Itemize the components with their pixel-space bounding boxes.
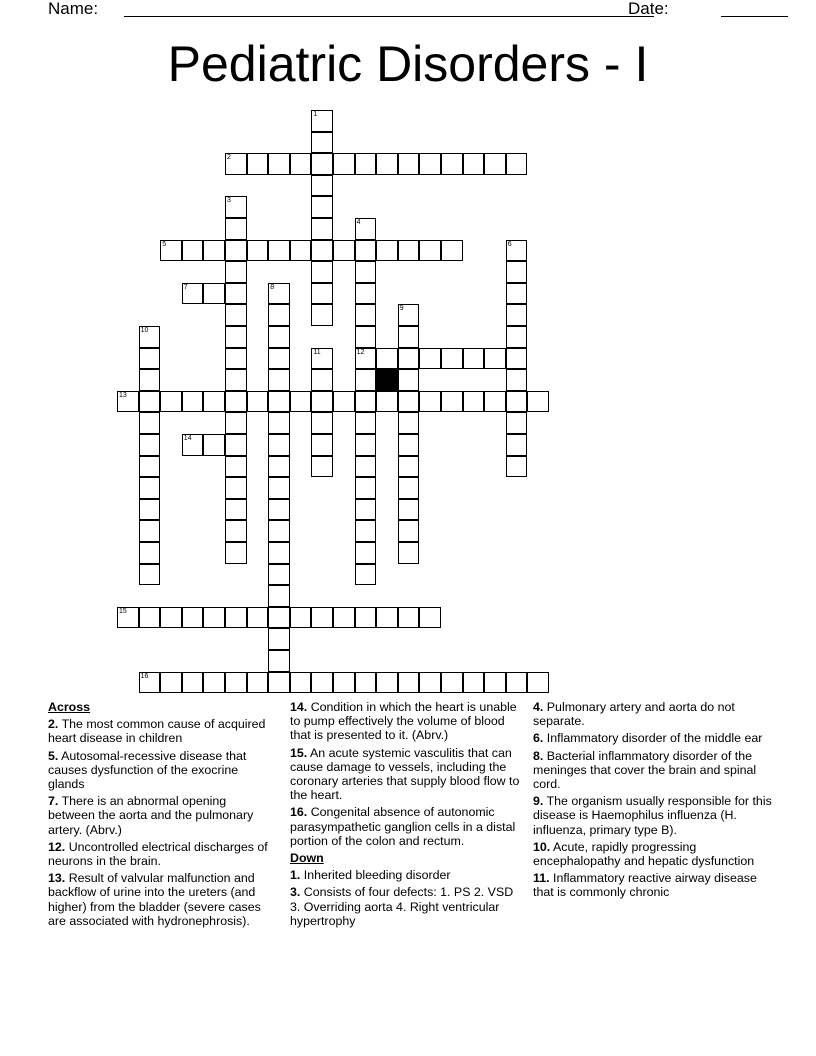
- grid-cell[interactable]: [355, 240, 377, 262]
- clue-number: 9: [399, 305, 404, 313]
- clue-down-3: 3. Consists of four defects: 1. PS 2. VSD 3. Overriding aorta 4. Right ventricular hypertrophy: [290, 885, 514, 928]
- grid-cell[interactable]: [398, 391, 420, 413]
- grid-cell[interactable]: [441, 240, 463, 262]
- grid-cell[interactable]: [398, 240, 420, 262]
- grid-cell[interactable]: [225, 240, 247, 262]
- grid-cell[interactable]: [506, 283, 528, 305]
- clue-down-10: 10. Acute, rapidly progressing encephalopathy and hepatic dysfunction: [533, 839, 755, 869]
- grid-cell[interactable]: [398, 499, 420, 521]
- grid-cell[interactable]: [268, 240, 290, 262]
- grid-cell[interactable]: [225, 391, 247, 413]
- grid-cell[interactable]: [247, 153, 269, 175]
- grid-cell[interactable]: [117, 607, 139, 629]
- grid-cell[interactable]: [506, 261, 528, 283]
- grid-cell[interactable]: [139, 607, 161, 629]
- grid-cell[interactable]: [139, 326, 161, 348]
- date-label: Date:: [628, 0, 669, 18]
- clue-number: 12: [356, 348, 365, 356]
- clue-across-13: 13. Result of valvular malfunction and backflow of urine into the ureters (and higher) from the bladder (severe cases are associated with hydronephrosis).: [48, 871, 261, 928]
- grid-cell[interactable]: [463, 348, 485, 370]
- grid-cell[interactable]: [506, 412, 528, 434]
- clue-number: 1: [313, 111, 318, 118]
- grid-cell[interactable]: [527, 672, 549, 694]
- grid-cell[interactable]: [419, 607, 441, 629]
- grid-cell[interactable]: [398, 369, 420, 391]
- grid-cell[interactable]: [268, 348, 290, 370]
- grid-cell[interactable]: [247, 391, 269, 413]
- grid-cell[interactable]: [117, 391, 139, 413]
- clue-number: 2: [227, 154, 231, 162]
- grid-cell[interactable]: [506, 456, 528, 478]
- grid-cell[interactable]: [225, 607, 247, 629]
- grid-cell[interactable]: [139, 369, 161, 391]
- grid-cell[interactable]: [355, 326, 377, 348]
- clue-number: 11: [313, 348, 321, 356]
- grid-cell[interactable]: [441, 672, 463, 694]
- grid-cell[interactable]: [506, 240, 528, 262]
- grid-cell[interactable]: [355, 607, 377, 629]
- grid-cell[interactable]: [376, 240, 398, 262]
- grid-cell[interactable]: [268, 542, 290, 564]
- grid-cell[interactable]: [398, 672, 420, 694]
- clue-number: 14: [183, 435, 192, 442]
- grid-cell[interactable]: [139, 456, 161, 478]
- grid-cell[interactable]: [398, 348, 420, 370]
- grid-cell[interactable]: [441, 153, 463, 175]
- grid-cell[interactable]: [139, 477, 161, 499]
- grid-cell[interactable]: [398, 326, 420, 348]
- grid-cell[interactable]: [268, 304, 290, 326]
- grid-cell[interactable]: [441, 348, 463, 370]
- clue-down-9: 9. The organism usually responsible for this disease is Haemophilus influenza (H. influenza, primary type B).: [533, 794, 772, 837]
- grid-cell[interactable]: [203, 607, 225, 629]
- grid-cell[interactable]: [333, 153, 355, 175]
- clue-number: 7: [183, 283, 188, 291]
- grid-cell[interactable]: [268, 672, 290, 694]
- grid-cell[interactable]: [225, 520, 247, 542]
- grid-cell[interactable]: [376, 607, 398, 629]
- grid-cell[interactable]: [311, 434, 333, 456]
- grid-cell[interactable]: [398, 477, 420, 499]
- grid-cell[interactable]: [506, 369, 528, 391]
- clue-down-8: 8. Bacterial inflammatory disorder of the meninges that cover the brain and spinal cord.: [533, 748, 757, 792]
- grid-cell[interactable]: [225, 369, 247, 391]
- grid-cell[interactable]: [355, 218, 377, 240]
- clue-down-1: 1. Inherited bleeding disorder: [290, 868, 451, 883]
- grid-cell[interactable]: [333, 607, 355, 629]
- grid-cell[interactable]: [333, 240, 355, 262]
- grid-cell[interactable]: [311, 391, 333, 413]
- grid-cell[interactable]: [160, 391, 182, 413]
- grid-cell[interactable]: [506, 434, 528, 456]
- grid-cell[interactable]: [311, 196, 333, 218]
- grid-cell[interactable]: [376, 153, 398, 175]
- page-title: Pediatric Disorders - I: [167, 36, 649, 92]
- grid-cell[interactable]: [376, 672, 398, 694]
- grid-cell[interactable]: [419, 672, 441, 694]
- grid-cell[interactable]: [355, 369, 377, 391]
- grid-cell[interactable]: [311, 672, 333, 694]
- clue-number: 5: [162, 240, 167, 248]
- grid-cell[interactable]: [398, 520, 420, 542]
- grid-cell[interactable]: [182, 391, 204, 413]
- grid-cell[interactable]: [268, 456, 290, 478]
- grid-cell[interactable]: [355, 499, 377, 521]
- grid-cell[interactable]: [225, 218, 247, 240]
- grid-cell[interactable]: [311, 456, 333, 478]
- grid-cell[interactable]: [398, 607, 420, 629]
- across-heading: Across: [48, 700, 91, 714]
- grid-cell[interactable]: [268, 391, 290, 413]
- clue-number: 13: [119, 391, 127, 399]
- grid-cell[interactable]: [355, 434, 377, 456]
- grid-cell[interactable]: [139, 434, 161, 456]
- grid-cell[interactable]: [484, 391, 506, 413]
- grid-cell[interactable]: [203, 672, 225, 694]
- grid-cell[interactable]: [247, 240, 269, 262]
- clue-across-7: 7. There is an abnormal opening between the aorta and the pulmonary artery. (Abrv.): [48, 794, 254, 837]
- grid-cell[interactable]: [311, 369, 333, 391]
- grid-cell[interactable]: [484, 348, 506, 370]
- grid-cell[interactable]: [268, 326, 290, 348]
- grid-cell[interactable]: [506, 326, 528, 348]
- down-heading: Down: [290, 851, 324, 866]
- clue-number: 16: [140, 672, 149, 680]
- grid-cell[interactable]: [225, 499, 247, 521]
- grid-cell[interactable]: [506, 304, 528, 326]
- grid-cell[interactable]: [268, 283, 290, 305]
- grid-cell[interactable]: [203, 391, 225, 413]
- grid-cell[interactable]: [311, 175, 333, 197]
- grid-cell[interactable]: [225, 456, 247, 478]
- grid-cell[interactable]: [290, 391, 312, 413]
- grid-cell[interactable]: [268, 434, 290, 456]
- grid-cell[interactable]: [355, 456, 377, 478]
- grid-cell[interactable]: [225, 672, 247, 694]
- clue-across-15: 15. An acute systemic vasculitis that can cause damage to vessels, including the coronary arteries that supply blood flow to the heart.: [290, 745, 520, 803]
- grid-cell[interactable]: [463, 153, 485, 175]
- grid-cell[interactable]: [290, 153, 312, 175]
- name-label: Name:: [48, 0, 99, 18]
- grid-cell[interactable]: [398, 542, 420, 564]
- grid-cell[interactable]: [290, 240, 312, 262]
- clue-number: 6: [507, 240, 512, 248]
- grid-cell[interactable]: [398, 434, 420, 456]
- grid-cell[interactable]: [355, 672, 377, 694]
- grid-cell[interactable]: [311, 110, 333, 132]
- grid-cell[interactable]: [355, 477, 377, 499]
- grid-cell[interactable]: [419, 153, 441, 175]
- grid-cell[interactable]: [355, 564, 377, 586]
- clue-down-4: 4. Pulmonary artery and aorta do not separate.: [533, 700, 735, 729]
- grid-cell[interactable]: [484, 672, 506, 694]
- grid-cell[interactable]: [311, 348, 333, 370]
- grid-cell[interactable]: [182, 240, 204, 262]
- grid-cell[interactable]: [203, 434, 225, 456]
- clue-number: 10: [140, 327, 149, 334]
- clue-number: 8: [270, 283, 275, 291]
- grid-cell[interactable]: [139, 391, 161, 413]
- grid-cell[interactable]: [182, 283, 204, 305]
- grid-cell[interactable]: [225, 477, 247, 499]
- grid-cell[interactable]: [506, 672, 528, 694]
- grid-cell[interactable]: [160, 240, 182, 262]
- grid-cell[interactable]: [225, 261, 247, 283]
- grid-cell[interactable]: [355, 348, 377, 370]
- grid-cell[interactable]: [182, 672, 204, 694]
- grid-cell[interactable]: [139, 348, 161, 370]
- grid-cell[interactable]: [290, 672, 312, 694]
- grid-cell[interactable]: [268, 499, 290, 521]
- grid-cell[interactable]: [311, 412, 333, 434]
- grid-cell[interactable]: [398, 304, 420, 326]
- grid-cell[interactable]: [398, 153, 420, 175]
- grid-cell[interactable]: [355, 153, 377, 175]
- grid-cell[interactable]: [268, 564, 290, 586]
- grid-cell[interactable]: [268, 369, 290, 391]
- grid-cell[interactable]: [225, 412, 247, 434]
- grid-cell[interactable]: [311, 132, 333, 154]
- grid-cell[interactable]: [139, 564, 161, 586]
- grid-cell[interactable]: [139, 520, 161, 542]
- grid-cell[interactable]: [268, 650, 290, 672]
- grid-cell[interactable]: [506, 348, 528, 370]
- grid-cell[interactable]: [463, 672, 485, 694]
- grid-cell[interactable]: [225, 304, 247, 326]
- grid-cell[interactable]: [160, 607, 182, 629]
- grid-cell[interactable]: [225, 196, 247, 218]
- grid-block: [376, 369, 398, 391]
- grid-cell[interactable]: [376, 348, 398, 370]
- clue-number: 4: [356, 219, 361, 226]
- grid-cell[interactable]: [506, 391, 528, 413]
- grid-cell[interactable]: [139, 412, 161, 434]
- grid-cell[interactable]: [268, 477, 290, 499]
- grid-cell[interactable]: [311, 153, 333, 175]
- grid-cell[interactable]: [311, 240, 333, 262]
- grid-cell[interactable]: [182, 434, 204, 456]
- grid-cell[interactable]: [376, 391, 398, 413]
- grid-cell[interactable]: [268, 412, 290, 434]
- clue-column-2: [290, 700, 526, 931]
- grid-cell[interactable]: [355, 304, 377, 326]
- grid-cell[interactable]: [182, 607, 204, 629]
- grid-cell[interactable]: [333, 391, 355, 413]
- clue-across-5: 5. Autosomal-recessive disease that causes dysfunction of the exocrine glands: [48, 748, 247, 792]
- grid-cell[interactable]: [355, 520, 377, 542]
- grid-cell[interactable]: [355, 412, 377, 434]
- clue-across-16: 16. Congenital absence of autonomic parasympathetic ganglion cells in a distal portion of the colon and rectum.: [290, 805, 516, 848]
- grid-cell[interactable]: [160, 672, 182, 694]
- clue-column-1: [48, 700, 276, 931]
- grid-cell[interactable]: [139, 672, 161, 694]
- grid-cell[interactable]: [463, 391, 485, 413]
- grid-cell[interactable]: [203, 240, 225, 262]
- grid-cell[interactable]: [268, 520, 290, 542]
- grid-cell[interactable]: [139, 499, 161, 521]
- clue-down-6: 6. Inflammatory disorder of the middle ear: [533, 731, 763, 746]
- grid-cell[interactable]: [355, 542, 377, 564]
- clue-across-14: 14. Condition in which the heart is unable to pump effectively the volume of blood that is presented to it. (Abrv.): [290, 700, 517, 743]
- grid-cell[interactable]: [225, 326, 247, 348]
- grid-cell[interactable]: [225, 348, 247, 370]
- grid-cell[interactable]: [419, 348, 441, 370]
- grid-cell[interactable]: [333, 672, 355, 694]
- grid-cell[interactable]: [506, 153, 528, 175]
- clue-across-2: 2. The most common cause of acquired heart disease in children: [48, 717, 266, 746]
- clue-number: 15: [119, 607, 127, 615]
- grid-cell[interactable]: [484, 153, 506, 175]
- grid-cell[interactable]: [311, 261, 333, 283]
- grid-cell[interactable]: [419, 240, 441, 262]
- grid-cell[interactable]: [527, 391, 549, 413]
- grid-cell[interactable]: [311, 607, 333, 629]
- grid-cell[interactable]: [311, 304, 333, 326]
- grid-cell[interactable]: [247, 607, 269, 629]
- grid-cell[interactable]: [441, 391, 463, 413]
- grid-cell[interactable]: [225, 283, 247, 305]
- grid-cell[interactable]: [311, 283, 333, 305]
- grid-cell[interactable]: [398, 412, 420, 434]
- grid-cell[interactable]: [290, 607, 312, 629]
- grid-cell[interactable]: [203, 283, 225, 305]
- grid-cell[interactable]: [225, 542, 247, 564]
- grid-cell[interactable]: [355, 261, 377, 283]
- grid-cell[interactable]: [247, 672, 269, 694]
- grid-cell[interactable]: [225, 153, 247, 175]
- grid-cell[interactable]: [398, 456, 420, 478]
- grid-cell[interactable]: [268, 153, 290, 175]
- grid-cell[interactable]: [311, 218, 333, 240]
- grid-cell[interactable]: [355, 283, 377, 305]
- clue-number: 3: [227, 197, 231, 205]
- grid-cell[interactable]: [268, 628, 290, 650]
- grid-cell[interactable]: [139, 542, 161, 564]
- clue-down-11: 11. Inflammatory reactive airway disease that is commonly chronic: [533, 871, 757, 900]
- grid-cell[interactable]: [268, 607, 290, 629]
- clue-column-3: [533, 700, 773, 903]
- grid-cell[interactable]: [268, 585, 290, 607]
- grid-cell[interactable]: [225, 434, 247, 456]
- clue-across-12: 12. Uncontrolled electrical discharges of neurons in the brain.: [48, 839, 268, 869]
- grid-cell[interactable]: [419, 391, 441, 413]
- grid-cell[interactable]: [355, 391, 377, 413]
